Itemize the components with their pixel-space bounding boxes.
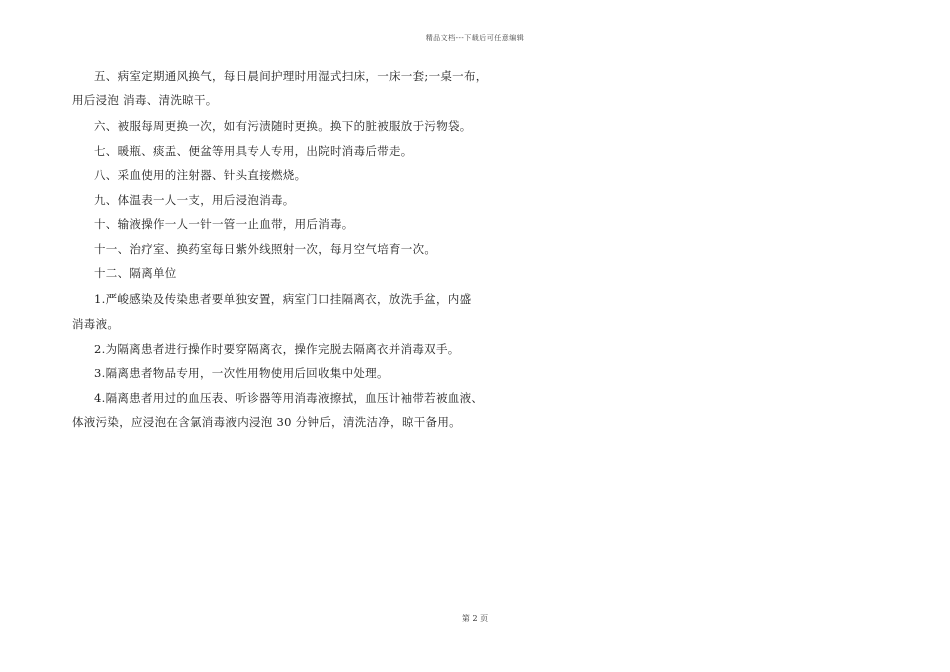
- paragraph-line: 体液污染，应浸泡在含氯消毒液内浸泡 30 分钟后，清洗洁净，晾干备用。: [72, 415, 461, 429]
- paragraph-line: 五、病室定期通风换气，每日晨间护理时用湿式扫床，一床一套;一桌一布，: [94, 69, 488, 83]
- paragraph-line: 八、采血使用的注射器、针头直接燃烧。: [94, 168, 307, 182]
- paragraph-line: 1.严峻感染及传染患者要单独安置，病室门口挂隔离衣，放洗手盆，内盛: [94, 292, 472, 306]
- paragraph-line: 六、被服每周更换一次，如有污渍随时更换。换下的脏被服放于污物袋。: [94, 119, 472, 133]
- paragraph-line: 4.隔离患者用过的血压表、听诊器等用消毒液擦拭，血压计袖带若被血液、: [94, 391, 484, 405]
- page-header: 精品文档---下载后可任意编辑: [425, 34, 525, 42]
- paragraph-line: 2.为隔离患者进行操作时要穿隔离衣，操作完脱去隔离衣并消毒双手。: [94, 342, 460, 356]
- section-heading: 十二、隔离单位: [94, 266, 177, 280]
- paragraph-line: 用后浸泡 消毒、清洗晾干。: [72, 93, 218, 107]
- paragraph-line: 3.隔离患者物品专用，一次性用物使用后回收集中处理。: [94, 366, 389, 380]
- page-number: 第 2 页: [461, 614, 489, 623]
- paragraph-line: 消毒液。: [72, 317, 120, 331]
- paragraph-line: 九、体温表一人一支，用后浸泡消毒。: [94, 193, 295, 207]
- paragraph-line: 七、暖瓶、痰盂、便盆等用具专人专用，出院时消毒后带走。: [94, 144, 413, 158]
- paragraph-line: 十、输液操作一人一针一管一止血带，用后消毒。: [94, 217, 354, 231]
- paragraph-line: 十一、治疗室、换药室每日紫外线照射一次，每月空气培育一次。: [94, 242, 437, 256]
